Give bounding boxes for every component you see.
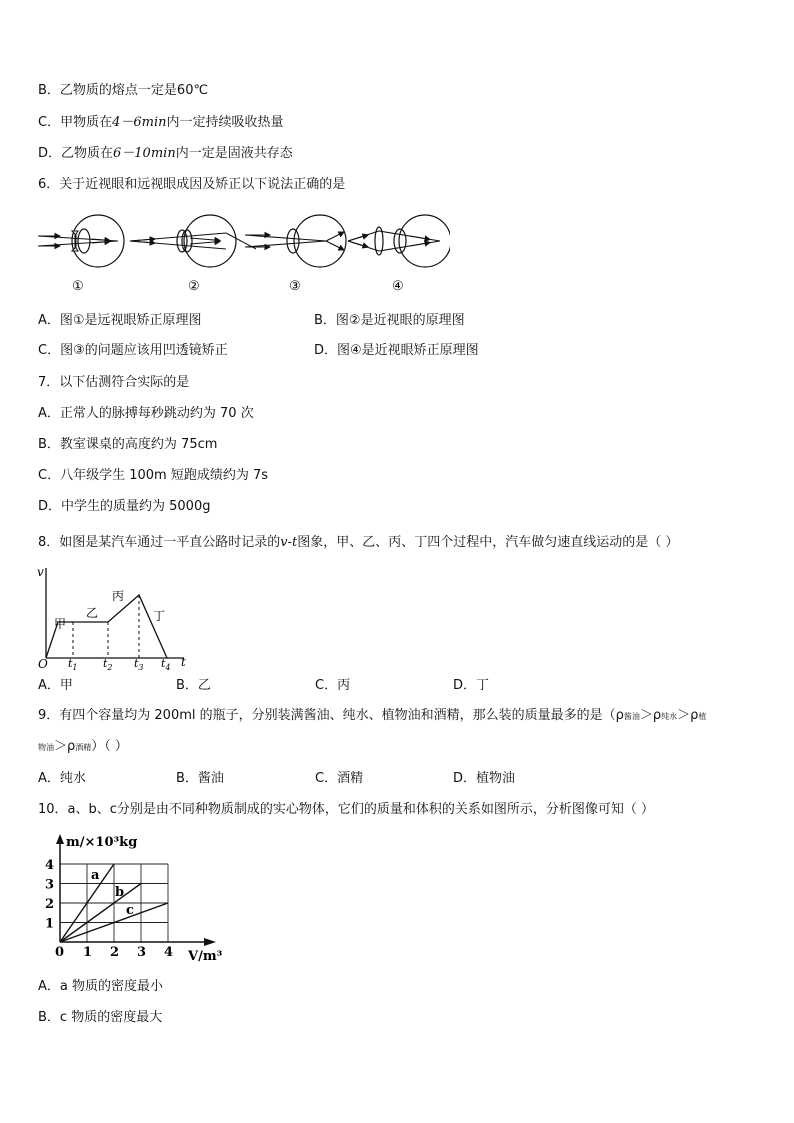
q5-option-d-text: D．乙物质在 [38, 146, 114, 161]
q10-x-tick-3: 3 [137, 945, 147, 960]
q6-option-a: A．图①是远视眼矫正原理图 [38, 313, 202, 328]
q8-tick-t2: $t_2$ [103, 657, 113, 672]
q8-option-a: A．甲 [38, 678, 73, 693]
q8-stem-text: 8．如图是某汽车通过一平直公路时记录的 [38, 535, 281, 550]
q9-gt1: ＞ρ [639, 708, 662, 723]
q6-eye-diagrams [30, 212, 450, 297]
q10-y-axis-label: m/×10³kg [66, 835, 138, 850]
q8-seg-bing: 丙 [112, 589, 125, 603]
q9-sub-soy: 酱油 [623, 712, 640, 721]
q5-option-c-range: 4－6 [112, 115, 142, 130]
q7-option-a: A．正常人的脉搏每秒跳动约为 70 次 [38, 406, 254, 421]
eye-diagram-2 [130, 215, 256, 267]
q9-stem-line1 [38, 707, 706, 726]
q6-stem: 6．关于近视眼和远视眼成因及矫正以下说法正确的是 [38, 177, 346, 192]
q8-tick-t1: $t_1$ [68, 657, 78, 672]
q10-line-label-b: b [115, 885, 125, 900]
q5-option-d-range: 6－10 [113, 146, 151, 161]
q8-seg-jia: 甲 [54, 617, 67, 631]
q5-option-b: B．乙物质的熔点一定是60℃ [38, 83, 209, 98]
q5-option-d-text-end: 内一定是固液共存态 [175, 146, 293, 161]
q10-mass-volume-graph [40, 830, 240, 965]
q7-option-d: D．中学生的质量约为 5000g [38, 499, 211, 514]
fig-label-3: ③ [289, 279, 301, 294]
q8-axis-v: v [37, 565, 44, 579]
q5-option-c-text: C．甲物质在 [38, 115, 113, 130]
q6-option-d: D．图④是近视眼矫正原理图 [314, 343, 479, 358]
q8-seg-ding: 丁 [153, 609, 166, 623]
q10-y-tick-3: 3 [45, 877, 55, 893]
eye-diagram-4 [348, 215, 450, 267]
q9-stem-line2 [38, 738, 128, 757]
q7-option-c: C．八年级学生 100m 短跑成绩约为 7s [38, 468, 268, 483]
q9-sub-oil-part2: 物油 [38, 743, 54, 752]
fig-label-2: ② [188, 279, 200, 294]
q10-x-tick-2: 2 [110, 945, 120, 960]
q9-option-c: C．酒精 [315, 771, 364, 786]
q8-seg-yi: 乙 [86, 606, 99, 620]
q8-tick-t4: $t_4$ [161, 657, 171, 672]
q9-gt2: ＞ρ [677, 708, 699, 723]
fig-label-1: ① [72, 279, 84, 294]
q10-x-tick-1: 1 [83, 945, 93, 960]
q8-tick-t3: $t_3$ [134, 657, 144, 672]
q10-line-label-a: a [91, 868, 100, 883]
q8-option-d: D．丁 [453, 678, 490, 693]
q5-option-c [38, 114, 284, 132]
q7-option-b: B．教室课桌的高度约为 75cm [38, 437, 218, 452]
q10-y-tick-2: 2 [45, 897, 55, 912]
q5-option-c-text-end: 内一定持续吸收热量 [166, 115, 284, 130]
q9-stem-text: 9．有四个容量均为 200ml 的瓶子，分别装满酱油、纯水、植物油和酒精，那么装的质量最多的是（ρ [38, 708, 624, 723]
q10-y-tick-1: 1 [45, 916, 55, 932]
q10-line-label-c: c [126, 903, 134, 918]
eye-diagram-1 [38, 215, 124, 267]
q10-stem: 10．a、b、c分别是由不同种物质制成的实心物体，它们的质量和体积的关系如图所示，分析图像可知（ ） [38, 802, 655, 817]
q5-option-d-unit: min [150, 146, 176, 161]
q9-sub-alcohol: 酒精 [75, 743, 92, 752]
q8-option-c: C．丙 [315, 678, 351, 693]
q8-origin: O [38, 657, 48, 671]
q10-option-a: A．a 物质的密度最小 [38, 979, 163, 994]
q6-option-c: C．图③的问题应该用凹透镜矫正 [38, 343, 228, 358]
q9-sub-water: 纯水 [661, 712, 678, 721]
q8-vt-graph [34, 562, 194, 674]
q10-origin: 0 [55, 945, 65, 960]
fig-label-4: ④ [392, 279, 404, 294]
q9-option-b: B．酱油 [176, 771, 224, 786]
q5-option-d [38, 145, 293, 163]
q9-gt3: ＞ρ [54, 739, 76, 754]
q10-x-axis-label: V/m³ [188, 949, 223, 964]
q9-option-a: A．纯水 [38, 771, 86, 786]
q5-option-c-unit: min [141, 115, 167, 130]
q8-stem [38, 534, 678, 552]
q9-option-d: D．植物油 [453, 771, 516, 786]
q8-stem-vt: v-t [280, 535, 298, 550]
eye-diagram-3 [245, 215, 346, 267]
q9-sub-oil-part1: 植 [698, 712, 707, 721]
q8-axis-t: t [181, 655, 186, 669]
q10-y-tick-4: 4 [45, 858, 55, 873]
q10-option-b: B．c 物质的密度最大 [38, 1010, 163, 1025]
q8-option-b: B．乙 [176, 678, 211, 693]
q6-option-b: B．图②是近视眼的原理图 [314, 313, 465, 328]
q10-x-tick-4: 4 [164, 945, 174, 960]
q9-stem-end: ）（ ） [91, 739, 128, 754]
q7-stem: 7．以下估测符合实际的是 [38, 375, 190, 390]
q8-stem-text-end: 图象，甲、乙、丙、丁四个过程中，汽车做匀速直线运动的是（ ） [297, 535, 679, 550]
